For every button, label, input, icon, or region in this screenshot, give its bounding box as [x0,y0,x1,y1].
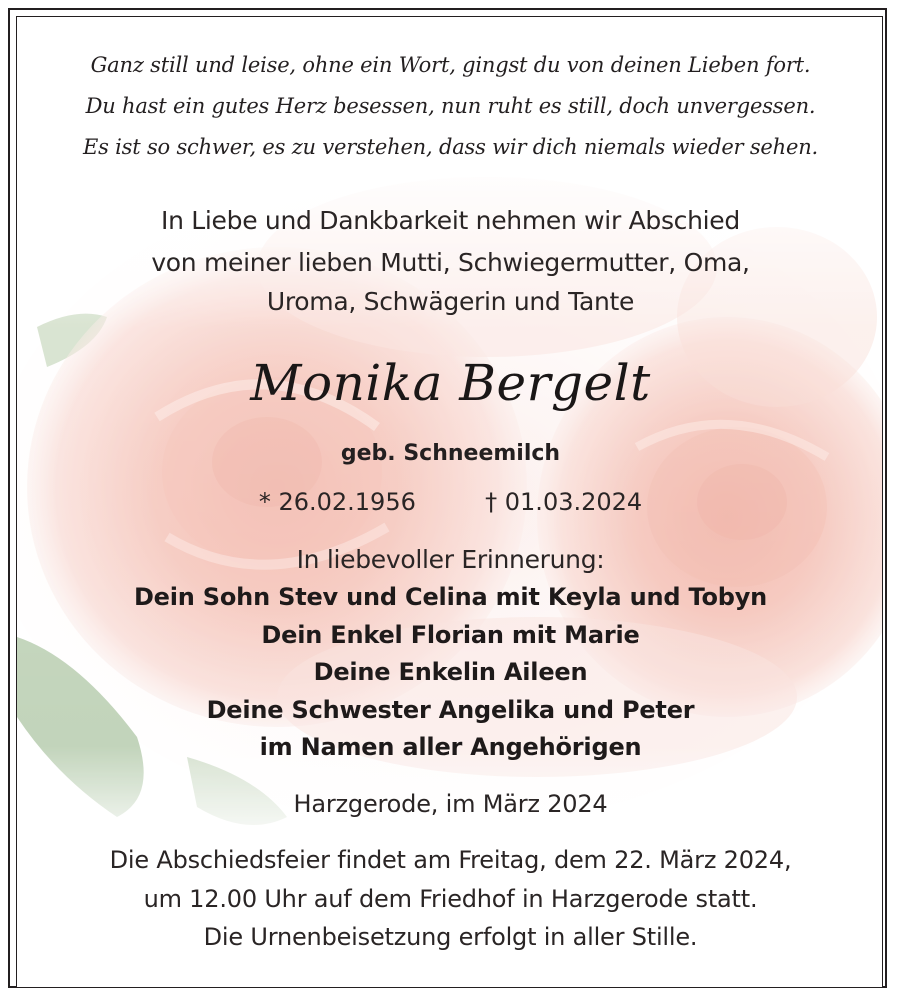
mourner-line-1: Dein Sohn Stev und Celina mit Keyla und Tobyn [133,583,768,611]
life-dates [17,488,883,516]
mourner-line-4: Deine Schwester Angelika und Peter [206,696,695,724]
obituary-card [16,16,883,988]
ceremony-line-1: Die Abschiedsfeier findet am Freitag, dem 22. März 2024, [109,846,792,874]
maiden-name: geb. Schneemilch [340,441,561,466]
place-date: Harzgerode, im März 2024 [293,790,608,818]
deceased-name: Monika Bergelt [250,354,651,412]
intro-line-3: Uroma, Schwägerin und Tante [266,287,635,316]
mourner-line-3: Deine Enkelin Aileen [313,658,588,686]
intro-line-2: von meiner lieben Mutti, Schwiegermutter, Oma, [151,248,750,277]
intro-line-1: In Liebe und Dankbarkeit nehmen wir Abschied [161,206,740,235]
mourner-line-2: Dein Enkel Florian mit Marie [261,621,640,649]
poem-line-1: Ganz still und leise, ohne ein Wort, gingst du von deinen Lieben fort. [90,53,811,77]
death-date: † 01.03.2024 [485,488,643,516]
ceremony-line-3: Die Urnenbeisetzung erfolgt in aller Stille. [203,923,698,951]
birth-date: * 26.02.1956 [258,488,416,516]
poem-line-2: Du hast ein gutes Herz besessen, nun ruht es still, doch unvergessen. [85,94,816,118]
remembrance-heading: In liebevoller Erinnerung: [296,545,605,574]
mourner-line-5: im Namen aller Angehörigen [259,733,642,761]
obituary-text [17,17,883,988]
poem-line-3: Es ist so schwer, es zu verstehen, dass wir dich niemals wieder sehen. [82,135,819,159]
ceremony-line-2: um 12.00 Uhr auf dem Friedhof in Harzgerode statt. [143,885,758,913]
